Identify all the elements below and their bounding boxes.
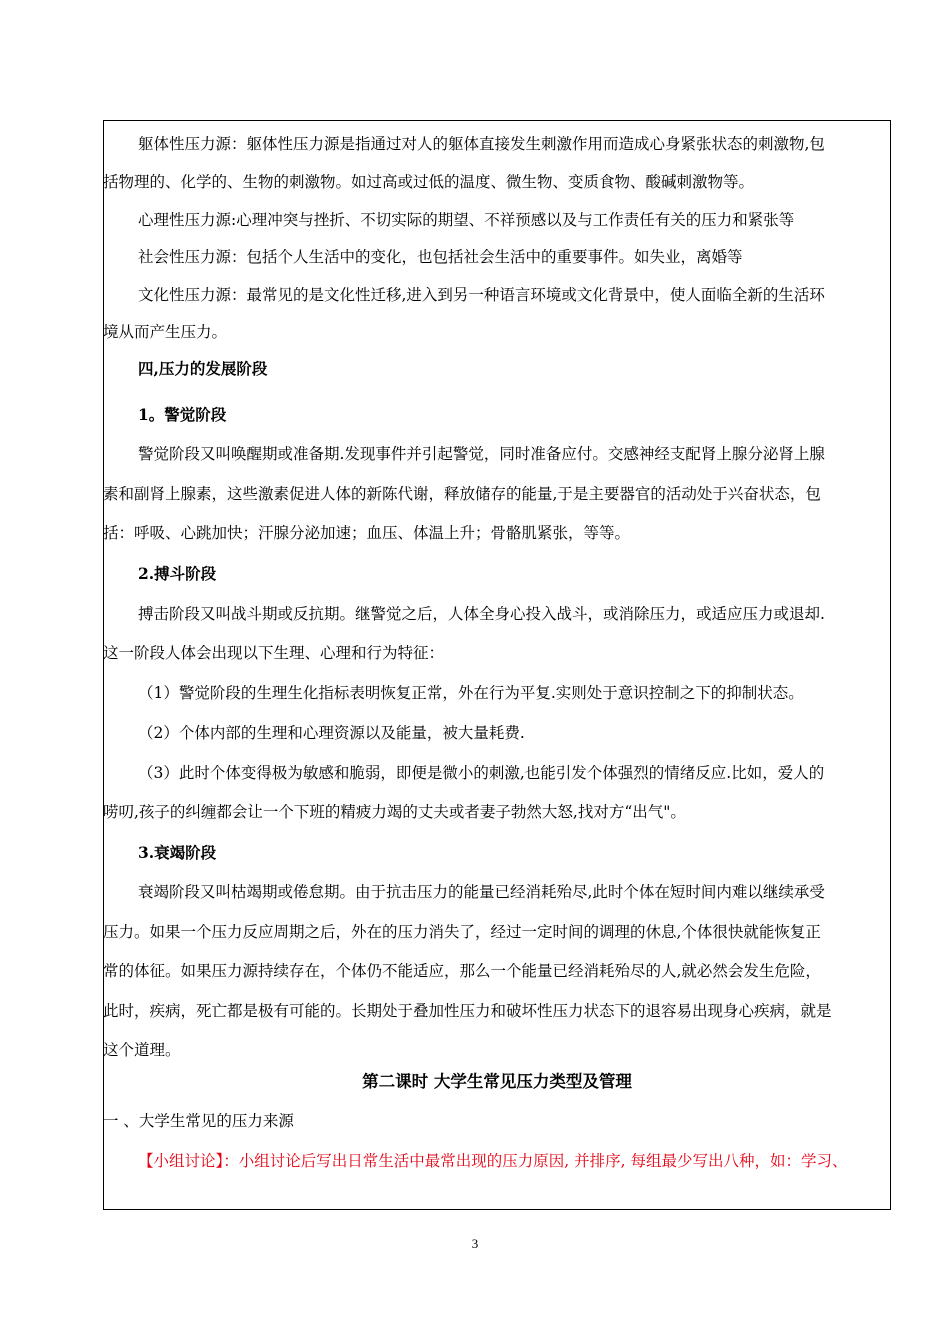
paragraph-line: 境从而产生压力。	[103, 323, 228, 341]
paragraph-line: 这个道理。	[103, 1041, 181, 1059]
paragraph-line: 括：呼吸、心跳加快；汗腺分泌加速；血压、体温上升；骨骼肌紧张，等等。	[103, 524, 631, 542]
paragraph-line: 文化性压力源：最常见的是文化性迁移,进入到另一种语言环境或文化背景中，使人面临全新的生活环	[138, 286, 825, 304]
section-heading: 2.搏斗阶段	[138, 564, 217, 583]
paragraph-line: 衰竭阶段又叫枯竭期或倦怠期。由于抗击压力的能量已经消耗殆尽,此时个体在短时间内难以继续承受	[138, 883, 825, 901]
paragraph-line: （3）此时个体变得极为敏感和脆弱，即便是微小的刺激,也能引发个体强烈的情绪反应.比如，爱人的	[138, 764, 825, 782]
paragraph-line: （2）个体内部的生理和心理资源以及能量，被大量耗费.	[138, 724, 525, 742]
paragraph-line: 躯体性压力源：躯体性压力源是指通过对人的躯体直接发生刺激作用而造成心身紧张状态的刺激物,包	[138, 135, 825, 153]
section-heading: 1。警觉阶段	[138, 405, 227, 424]
page-number: 3	[471, 1236, 479, 1251]
paragraph-line: 唠叨,孩子的纠缠都会让一个下班的精疲力竭的丈夫或者妻子勃然大怒,找对方“出气"。	[103, 803, 686, 821]
paragraph-line: 压力。如果一个压力反应周期之后，外在的压力消失了，经过一定时间的调理的休息,个体很快就能恢复正	[103, 923, 821, 941]
paragraph-line: 搏击阶段又叫战斗期或反抗期。继警觉之后，人体全身心投入战斗，或消除压力，或适应压力或退却.	[138, 605, 825, 623]
paragraph-line: 【小组讨论】：小组讨论后写出日常生活中最常出现的压力原因, 并排序, 每组最少写出八种，如：学习、	[138, 1152, 848, 1170]
paragraph-line: 警觉阶段又叫唤醒期或准备期.发现事件并引起警觉，同时准备应付。交感神经支配肾上腺分泌肾上腺	[138, 445, 825, 463]
paragraph-line: 社会性压力源：包括个人生活中的变化，也包括社会生活中的重要事件。如失业，离婚等	[138, 248, 743, 266]
paragraph-line: 一 、大学生常见的压力来源	[103, 1112, 294, 1130]
content-table-border	[103, 120, 891, 1210]
paragraph-line: 括物理的、化学的、生物的刺激物。如过高或过低的温度、微生物、变质食物、酸碱刺激物等。	[103, 173, 755, 191]
paragraph-line: 常的体征。如果压力源持续存在，个体仍不能适应，那么一个能量已经消耗殆尽的人,就必然会发生危险，	[103, 962, 821, 980]
lesson-title: 第二课时 大学生常见压力类型及管理	[362, 1072, 632, 1091]
paragraph-line: 心理性压力源:心理冲突与挫折、不切实际的期望、不祥预感以及与工作责任有关的压力和紧张等	[138, 211, 795, 229]
paragraph-line: 素和副肾上腺素，这些激素促进人体的新陈代谢，释放储存的能量,于是主要器官的活动处于兴奋状态，包	[103, 485, 821, 503]
section-heading: 3.衰竭阶段	[138, 843, 217, 862]
paragraph-line: 此时，疾病，死亡都是极有可能的。长期处于叠加性压力和破坏性压力状态下的退容易出现身心疾病，就是	[103, 1002, 832, 1020]
section-heading: 四,压力的发展阶段	[138, 359, 268, 378]
paragraph-line: 这一阶段人体会出现以下生理、心理和行为特征：	[103, 644, 445, 662]
paragraph-line: （1）警觉阶段的生理生化指标表明恢复正常，外在行为平复.实则处于意识控制之下的抑制状态。	[138, 684, 804, 702]
